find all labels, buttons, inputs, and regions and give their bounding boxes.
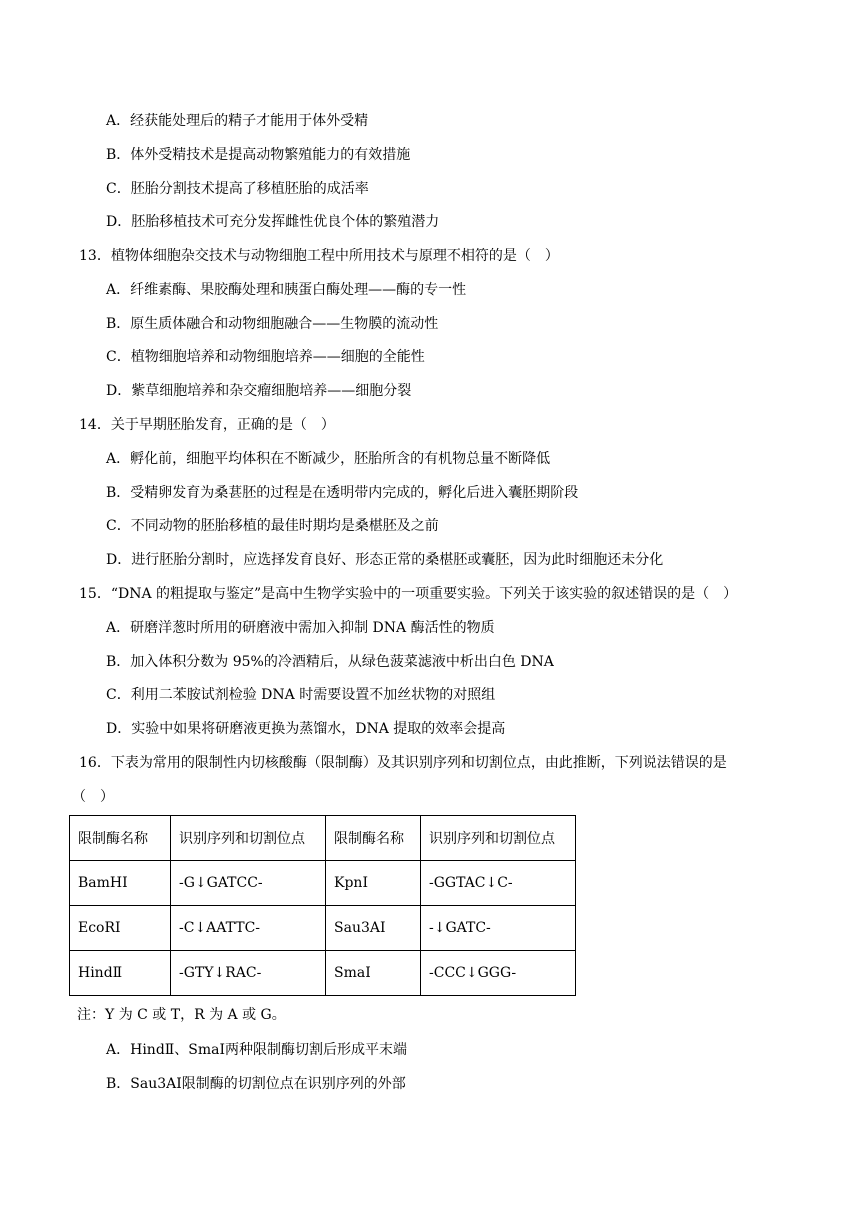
q15-option-c: C．利用二苯胺试剂检验 DNA 时需要设置不加丝状物的对照组	[106, 687, 496, 703]
q15-option-a: A．研磨洋葱时所用的研磨液中需加入抑制 DNA 酶活性的物质	[106, 620, 495, 636]
q12-option-d: D．胚胎移植技术可充分发挥雌性优良个体的繁殖潜力	[106, 214, 440, 230]
table-cell: HindⅡ	[70, 951, 171, 996]
q14-option-c: C．不同动物的胚胎移植的最佳时期均是桑椹胚及之前	[106, 518, 439, 534]
q16-stem-line1: 16．下表为常用的限制性内切核酸酶（限制酶）及其识别序列和切割位点，由此推断，下列说法错误的是	[79, 755, 727, 771]
table-cell: Sau3AⅠ	[326, 906, 421, 951]
table-cell: SmaⅠ	[326, 951, 421, 996]
table-cell: BamHⅠ	[70, 861, 171, 906]
q16-option-a: A．HindⅡ、SmaⅠ两种限制酶切割后形成平末端	[106, 1042, 408, 1058]
q16-note: 注：Y 为 C 或 T，R 为 A 或 G。	[77, 1007, 286, 1023]
q14-option-b: B．受精卵发育为桑葚胚的过程是在透明带内完成的，孵化后进入囊胚期阶段	[106, 485, 579, 501]
table-cell: -CCC↓GGG-	[421, 951, 576, 996]
table-cell: -GTY↓RAC-	[171, 951, 326, 996]
table-cell: -↓GATC-	[421, 906, 576, 951]
q12-option-b: B．体外受精技术是提高动物繁殖能力的有效措施	[106, 147, 411, 163]
table-cell: EcoRⅠ	[70, 906, 171, 951]
table-header-cell: 限制酶名称	[326, 816, 421, 861]
table-cell: KpnⅠ	[326, 861, 421, 906]
q14-option-d: D．进行胚胎分割时，应选择发育良好、形态正常的桑椹胚或囊胚，因为此时细胞还未分化	[106, 552, 664, 568]
q14-stem: 14．关于早期胚胎发育，正确的是（ ）	[79, 417, 335, 433]
q14-option-a: A．孵化前，细胞平均体积在不断减少，胚胎所含的有机物总量不断降低	[106, 451, 551, 467]
table-cell: -GGTAC↓C-	[421, 861, 576, 906]
table-cell: -G↓GATCC-	[171, 861, 326, 906]
q13-option-d: D．紫草细胞培养和杂交瘤细胞培养——细胞分裂	[106, 383, 412, 399]
table-row	[70, 951, 576, 996]
q15-option-d: D．实验中如果将研磨液更换为蒸馏水，DNA 提取的效率会提高	[106, 721, 506, 737]
q13-stem: 13．植物体细胞杂交技术与动物细胞工程中所用技术与原理不相符的是（ ）	[79, 248, 559, 264]
table-cell: -C↓AATTC-	[171, 906, 326, 951]
q12-option-c: C．胚胎分割技术提高了移植胚胎的成活率	[106, 181, 369, 197]
table-header-cell: 识别序列和切割位点	[421, 816, 576, 861]
q12-option-a: A．经获能处理后的精子才能用于体外受精	[106, 113, 369, 129]
q16-stem-line2: （ ）	[72, 789, 114, 805]
table-header-row	[70, 816, 576, 861]
q13-option-b: B．原生质体融合和动物细胞融合——生物膜的流动性	[106, 316, 439, 332]
q13-option-a: A．纤维素酶、果胶酶处理和胰蛋白酶处理——酶的专一性	[106, 282, 467, 298]
q15-option-b: B．加入体积分数为 95%的冷酒精后，从绿色菠菜滤液中析出白色 DNA	[106, 654, 554, 670]
table-row	[70, 861, 576, 906]
q15-stem: 15．“DNA 的粗提取与鉴定”是高中生物学实验中的一项重要实验。下列关于该实验的叙述错误的是（ ）	[79, 586, 738, 602]
table-header-cell: 识别序列和切割位点	[171, 816, 326, 861]
enzyme-table	[69, 815, 576, 996]
table-header-cell: 限制酶名称	[70, 816, 171, 861]
q13-option-c: C．植物细胞培养和动物细胞培养——细胞的全能性	[106, 349, 425, 365]
table-row	[70, 906, 576, 951]
q16-option-b: B．Sau3AⅠ限制酶的切割位点在识别序列的外部	[106, 1076, 406, 1092]
